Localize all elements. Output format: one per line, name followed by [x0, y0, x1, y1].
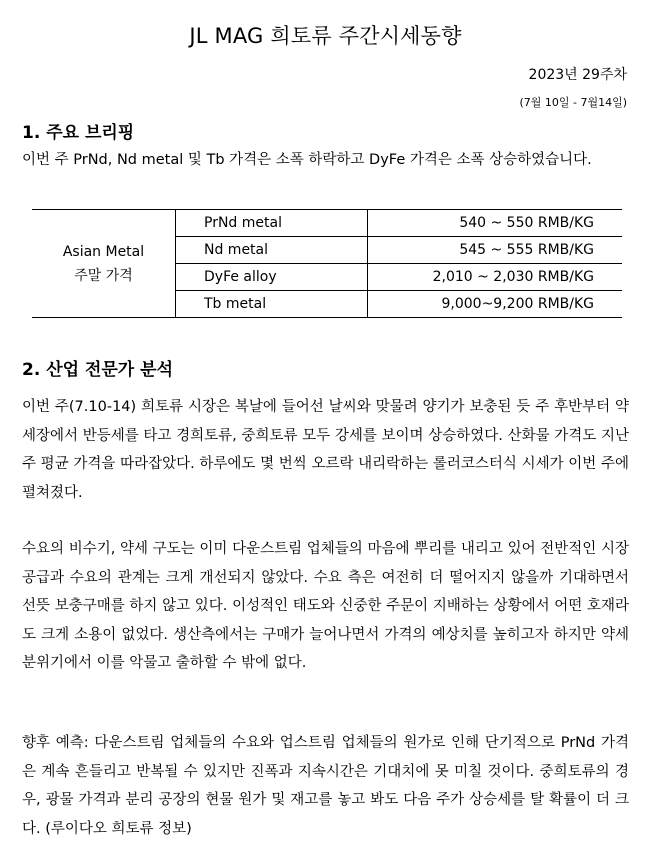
table-cell-price: 540 ~ 550 RMB/KG	[368, 210, 623, 237]
group-label-line1: Asian Metal	[62, 243, 145, 260]
analysis-paragraph: 이번 주(7.10-14) 희토류 시장은 복날에 들어선 날씨와 맞물려 양기가 보충된 듯 주 후반부터 약세장에서 반등세를 타고 경희토류, 중희토류 모두 강세를 보이며 상승하였다. 산화물 가격도 지난 주 평균 가격을 따라잡았다. 하루에도 몇 번씩 오르락 내리락하는 롤러코스터식 시세가 이번 주에 펼쳐졌다.	[22, 399, 629, 501]
table-cell-item: Nd metal	[176, 237, 368, 264]
briefing-text: 이번 주 PrNd, Nd metal 및 Tb 가격은 소폭 하락하고 DyFe 가격은 소폭 상승하였습니다.	[22, 152, 592, 168]
table-cell-price: 545 ~ 555 RMB/KG	[368, 237, 623, 264]
analysis-paragraph: 향후 예측: 다운스트림 업체들의 수요와 업스트림 업체들의 원가로 인해 단기적으로 PrNd 가격은 계속 흔들리고 반복될 수 있지만 진폭과 지속시간은 기대치에 못 미칠 것이다. 중희토류의 경우, 광물 가격과 분리 공장의 현물 원가 및 재고를 놓고 봐도 다음 주가 상승세를 탈 확률이 더 크다. (루이다오 희토류 정보)	[22, 735, 629, 837]
table-row	[32, 210, 622, 237]
document-title: JL MAG 희토류 주간시세동향	[189, 24, 462, 48]
group-label-line2: 주말 가격	[74, 267, 133, 284]
price-table	[32, 209, 622, 318]
table-cell-item: PrNd metal	[176, 210, 368, 237]
table-cell-price: 2,010 ~ 2,030 RMB/KG	[368, 264, 623, 291]
section-heading-briefing: 1. 주요 브리핑	[22, 123, 135, 143]
section-heading-analysis: 2. 산업 전문가 분석	[22, 360, 173, 380]
table-cell-item: Tb metal	[176, 291, 368, 318]
table-group-label	[32, 210, 176, 318]
week-label: 2023년 29주차	[528, 67, 627, 83]
date-range: (7월 10일 - 7월14일)	[519, 96, 627, 109]
analysis-paragraph: 수요의 비수기, 약세 구도는 이미 다운스트림 업체들의 마음에 뿌리를 내리고 있어 전반적인 시장 공급과 수요의 관계는 크게 개선되지 않았다. 수요 측은 여전히 더 떨어지지 않을까 기대하면서 선뜻 보충구매를 하지 않고 있다. 이성적인 태도와 신중한 주문이 지배하는 상황에서 어떤 호재라도 크게 소용이 없었다. 생산측에서는 구매가 늘어나면서 가격의 예상치를 높히고자 하지만 약세 분위기에서 이를 악물고 출하할 수 밖에 없다.	[22, 541, 629, 671]
table-cell-price: 9,000~9,200 RMB/KG	[368, 291, 623, 318]
table-cell-item: DyFe alloy	[176, 264, 368, 291]
